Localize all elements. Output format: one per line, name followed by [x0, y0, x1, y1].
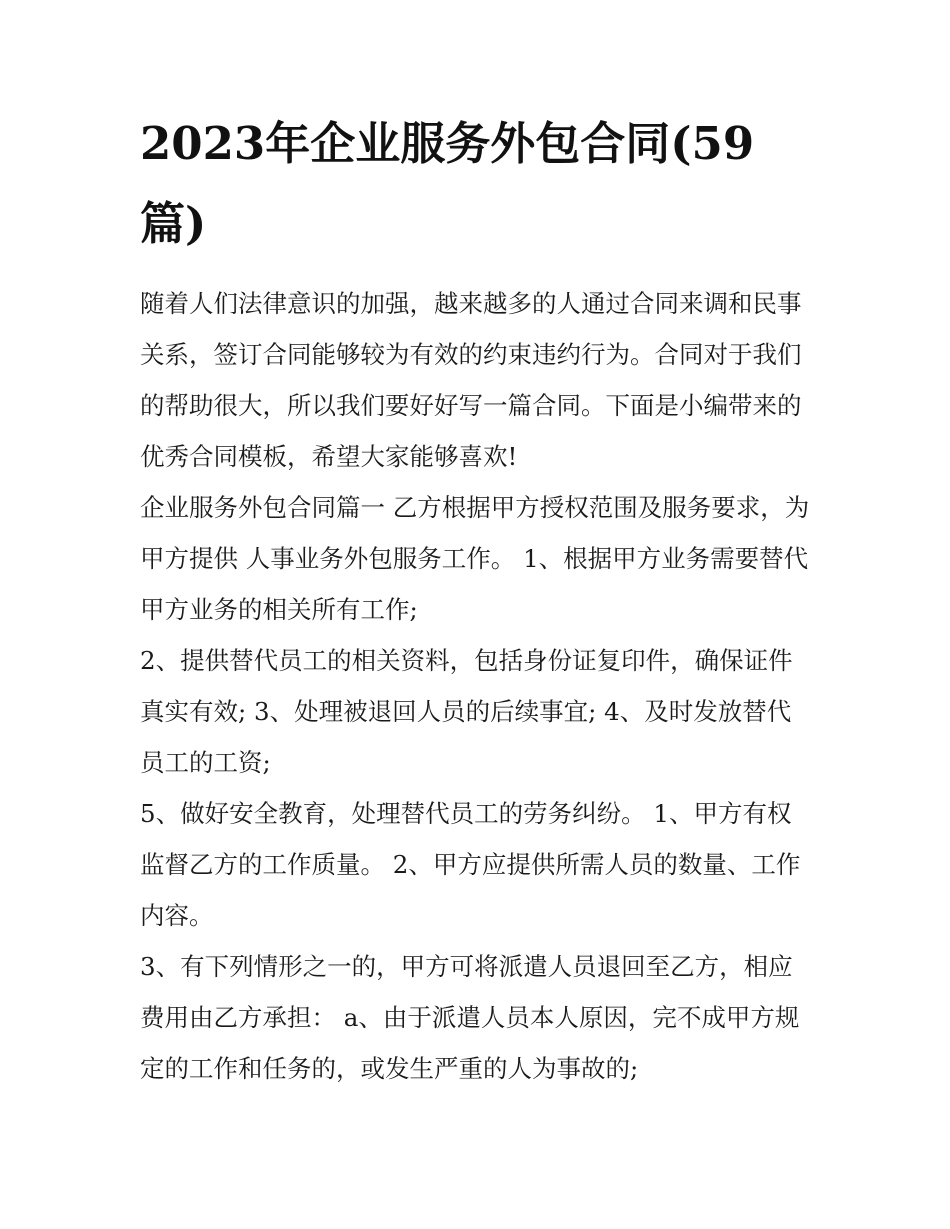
- paragraph-return-conditions: 3、有下列情形之一的，甲方可将派遣人员退回至乙方，相应费用由乙方承担： a、由于派遣人员本人原因，完不成甲方规定的工作和任务的，或发生严重的人为事故的;: [140, 952, 800, 1083]
- paragraph-party-b-duties: 2、提供替代员工的相关资料，包括身份证复印件，确保证件真实有效; 3、处理被退回人员的后续事宜; 4、及时发放替代员工的工资;: [140, 646, 793, 777]
- document-body: [140, 278, 812, 1094]
- paragraph-intro: 随着人们法律意识的加强，越来越多的人通过合同来调和民事关系，签订合同能够较为有效的约束违约行为。合同对于我们的帮助很大，所以我们要好好写一篇合同。下面是小编带来的优秀合同模板，希望大家能够喜欢!: [140, 289, 802, 471]
- paragraph-party-a-rights: 5、做好安全教育，处理替代员工的劳务纠纷。 1、甲方有权监督乙方的工作质量。 2、甲方应提供所需人员的数量、工作内容。: [140, 799, 801, 930]
- paragraph-contract-scope: 企业服务外包合同篇一 乙方根据甲方授权范围及服务要求，为甲方提供 人事业务外包服务工作。 1、根据甲方业务需要替代甲方业务的相关所有工作;: [140, 493, 810, 624]
- document-title: 2023年企业服务外包合同(59篇): [140, 117, 755, 250]
